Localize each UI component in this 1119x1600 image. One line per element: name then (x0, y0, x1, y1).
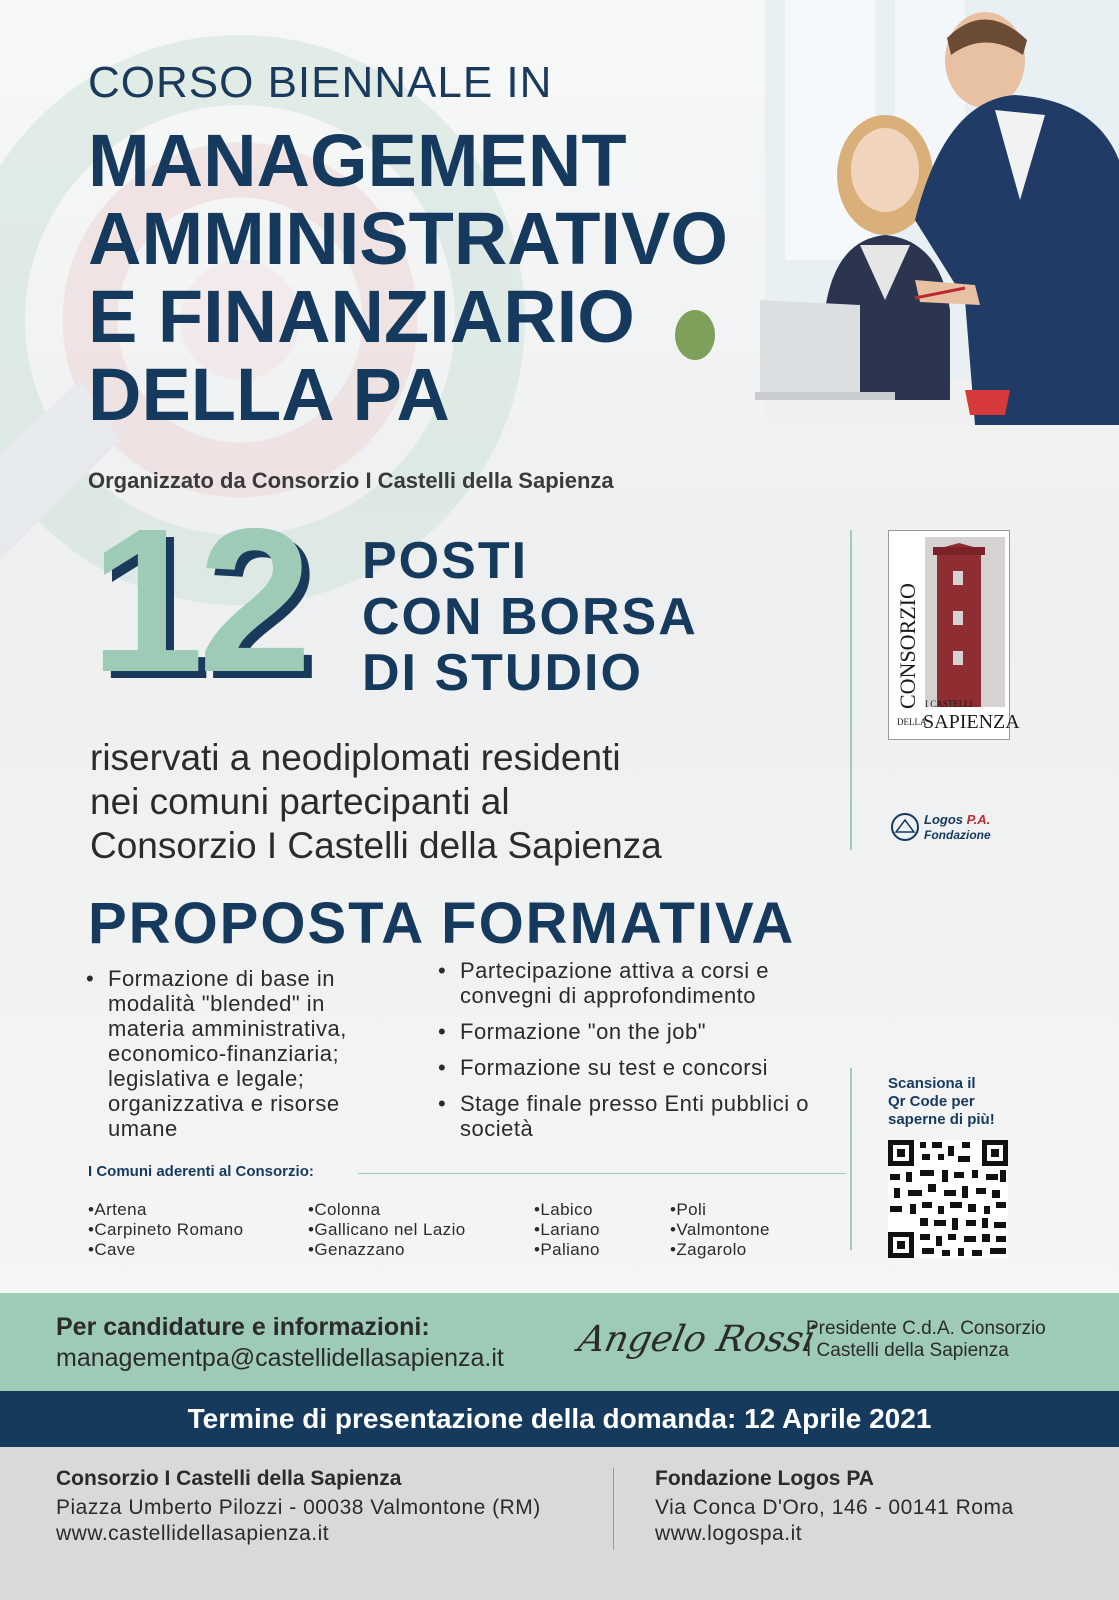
right-divider (850, 530, 852, 850)
pre-title: CORSO BIENNALE IN (88, 58, 553, 107)
logos-pa-logo (890, 810, 1020, 850)
footer-left-title: Consorzio I Castelli della Sapienza (56, 1467, 402, 1490)
comune-item: • Poli (670, 1200, 770, 1220)
comune-item: • Carpineto Romano (88, 1220, 243, 1240)
footer-left-address: Piazza Umberto Pilozzi - 00038 Valmontone (RM) (56, 1496, 541, 1519)
organizer-line: Organizzato da Consorzio I Castelli della Sapienza (88, 468, 614, 493)
comuni-divider (358, 1173, 846, 1174)
footer-right-web[interactable]: www.logospa.it (655, 1522, 803, 1545)
proposta-list-right (438, 958, 838, 1152)
logos-pa-sub: Fondazione (924, 828, 991, 842)
comuni-column (88, 1200, 243, 1260)
logos-pa-name: Logos P.A. (924, 812, 991, 827)
comune-item: • Genazzano (308, 1240, 466, 1260)
consorzio-logo-sub: I CASTELLI (925, 699, 973, 709)
svg-text:Angelo Rossi: Angelo Rossi (574, 1317, 820, 1360)
contact-title: Per candidature e informazioni: (56, 1313, 430, 1341)
posti-line: DI STUDIO (362, 644, 643, 702)
comune-item: • Zagarolo (670, 1240, 770, 1260)
qr-caption-line: Qr Code per (888, 1093, 975, 1110)
consorzio-logo-text: CONSORZIO (895, 583, 920, 709)
course-title-line: MANAGEMENT (88, 119, 627, 202)
footer-left-web[interactable]: www.castellidellasapienza.it (56, 1522, 330, 1545)
comuni-column (308, 1200, 466, 1260)
course-title-line: DELLA PA (88, 353, 450, 436)
list-item: • Formazione su test e concorsi (438, 1055, 838, 1080)
signature (574, 1303, 820, 1373)
president-line: I Castelli della Sapienza (806, 1340, 1009, 1361)
comuni-column (670, 1200, 770, 1260)
proposta-title: PROPOSTA FORMATIVA (88, 891, 796, 956)
president-title (806, 1318, 1046, 1362)
consorzio-logo (888, 530, 1020, 740)
course-title (88, 119, 728, 436)
qr-divider (850, 1068, 852, 1250)
qr-caption-line: saperne di più! (888, 1111, 995, 1128)
consorzio-logo-sub: SAPIENZA (923, 711, 1020, 733)
posti-line: CON BORSA (362, 588, 698, 646)
comune-item: • Labico (534, 1200, 600, 1220)
comune-item: • Cave (88, 1240, 243, 1260)
comune-item: • Lariano (534, 1220, 600, 1240)
comune-item: • Artena (88, 1200, 243, 1220)
comune-item: • Gallicano nel Lazio (308, 1220, 466, 1240)
posti-line: POSTI (362, 532, 529, 590)
footer-divider (613, 1468, 614, 1550)
qr-caption (888, 1075, 995, 1129)
comune-item: • Colonna (308, 1200, 466, 1220)
eligibility-line: Consorzio I Castelli della Sapienza (90, 825, 662, 866)
list-item: • Partecipazione attiva a corsi e convegni di approfondimento (438, 958, 838, 1008)
list-item: • Formazione "on the job" (438, 1019, 838, 1044)
consorzio-logo-sub: DELLA (897, 717, 927, 727)
proposta-list-left (86, 966, 406, 1152)
contact-email[interactable]: managementpa@castellidellasapienza.it (56, 1344, 504, 1372)
office-photo (765, 0, 1119, 425)
posti-number: 12 (90, 486, 307, 715)
qr-code[interactable] (888, 1140, 1008, 1258)
comuni-column (534, 1200, 600, 1260)
course-title-line: E FINANZIARIO (88, 275, 635, 358)
eligibility-line: nei comuni partecipanti al (90, 781, 510, 822)
comune-item: • Valmontone (670, 1220, 770, 1240)
logos-pa-icon (890, 812, 920, 842)
footer-right-title: Fondazione Logos PA (655, 1467, 874, 1490)
president-line: Presidente C.d.A. Consorzio (806, 1318, 1046, 1339)
eligibility-text (90, 736, 662, 868)
comune-item: • Paliano (534, 1240, 600, 1260)
list-item: • Stage finale presso Enti pubblici o società (438, 1091, 838, 1141)
course-title-line: AMMINISTRATIVO (88, 197, 728, 280)
qr-caption-line: Scansiona il (888, 1075, 976, 1092)
posti-label (362, 533, 698, 701)
comuni-title: I Comuni aderenti al Consorzio: (88, 1163, 314, 1180)
footer-right-address: Via Conca D'Oro, 146 - 00141 Roma (655, 1496, 1014, 1519)
eligibility-line: riservati a neodiplomati residenti (90, 737, 621, 778)
list-item: • Formazione di base in modalità "blended" in materia amministrativa, economico-finanziaria; legislativa e legale; organizzativa e risorse umane (86, 966, 406, 1141)
deadline-text: Termine di presentazione della domanda: 12 Aprile 2021 (187, 1403, 932, 1434)
